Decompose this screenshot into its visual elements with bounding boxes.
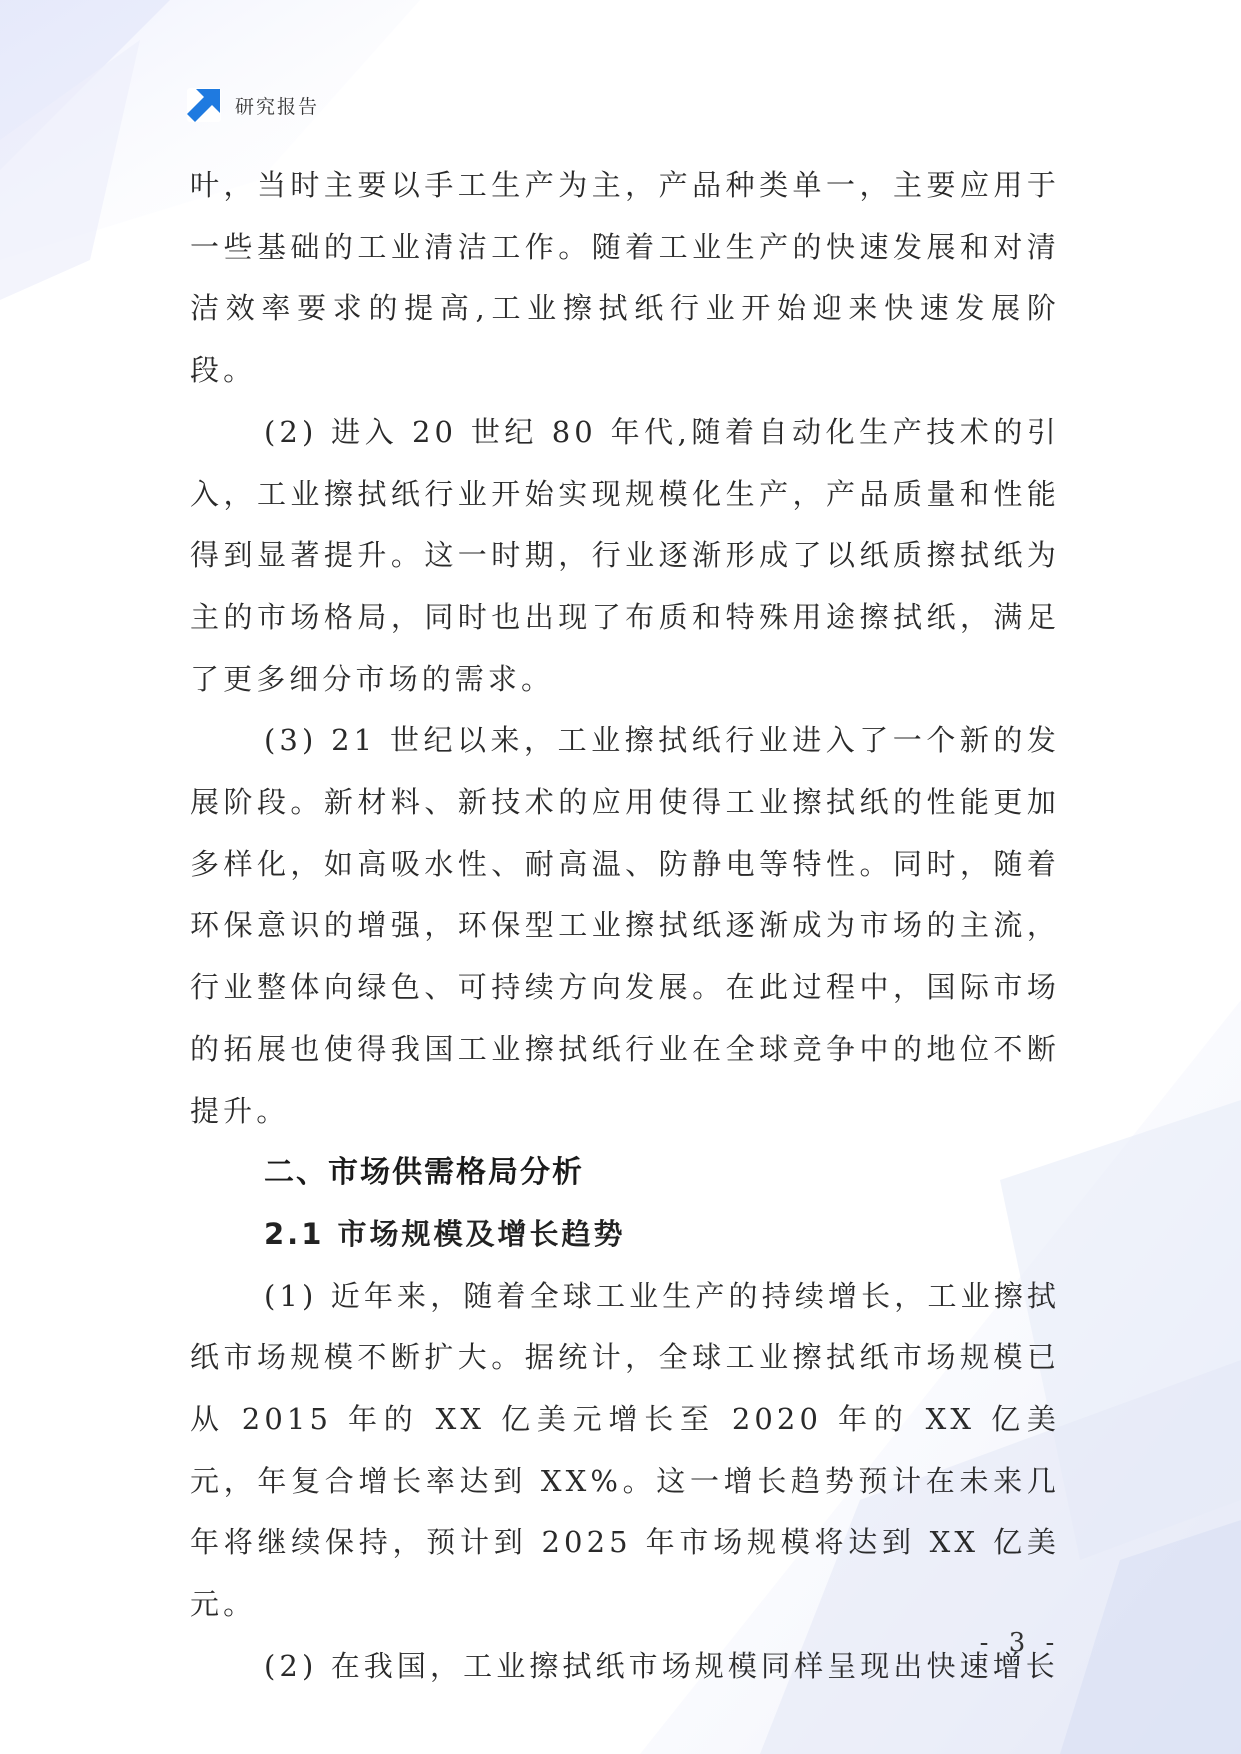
header-title: 研究报告 <box>235 95 320 118</box>
document-body <box>190 155 1060 1698</box>
page-number: - 3 - <box>979 1628 1061 1658</box>
paragraph-item-3: (3) 21 世纪以来，工业擦拭纸行业进入了一个新的发展阶段。新材料、新技术的应用使得工业擦拭纸的性能更加多样化，如高吸水性、耐高温、防静电等特性。同时，随着环保意识的增强，环保型工业擦拭纸逐渐成为市场的主流，行业整体向绿色、可持续方向发展。在此过程中，国际市场的拓展也使得我国工业擦拭纸行业在全球竞争中的地位不断提升。 <box>190 723 1060 1128</box>
subsection-heading: 2.1 市场规模及增长趋势 <box>264 1216 626 1251</box>
section-heading: 二、市场供需格局分析 <box>264 1155 584 1191</box>
arrow-up-right-icon <box>187 88 221 122</box>
paragraph-market-2: (2) 在我国，工业擦拭纸市场规模同样呈现出快速增长 <box>264 1648 1059 1683</box>
paragraph-continued: 叶，当时主要以手工生产为主，产品种类单一，主要应用于一些基础的工业清洁工作。随着工业生产的快速发展和对清洁效率要求的提高,工业擦拭纸行业开始迎来快速发展阶段。 <box>190 168 1060 388</box>
paragraph-item-2: (2) 进入 20 世纪 80 年代,随着自动化生产技术的引入，工业擦拭纸行业开始实现规模化生产，产品质量和性能得到显著提升。这一时期，行业逐渐形成了以纸质擦拭纸为主的市场格局，同时也出现了布质和特殊用途擦拭纸，满足了更多细分市场的需求。 <box>190 414 1060 696</box>
report-header <box>187 88 319 122</box>
paragraph-market-1: (1) 近年来，随着全球工业生产的持续增长，工业擦拭纸市场规模不断扩大。据统计，全球工业擦拭纸市场规模已从 2015 年的 XX 亿美元增长至 2020 年的 XX 亿美元，年复合增长率达到 XX%。这一增长趋势预计在未来几年将继续保持，预计到 2025 年市场规模将达到 XX 亿美元。 <box>190 1278 1060 1622</box>
